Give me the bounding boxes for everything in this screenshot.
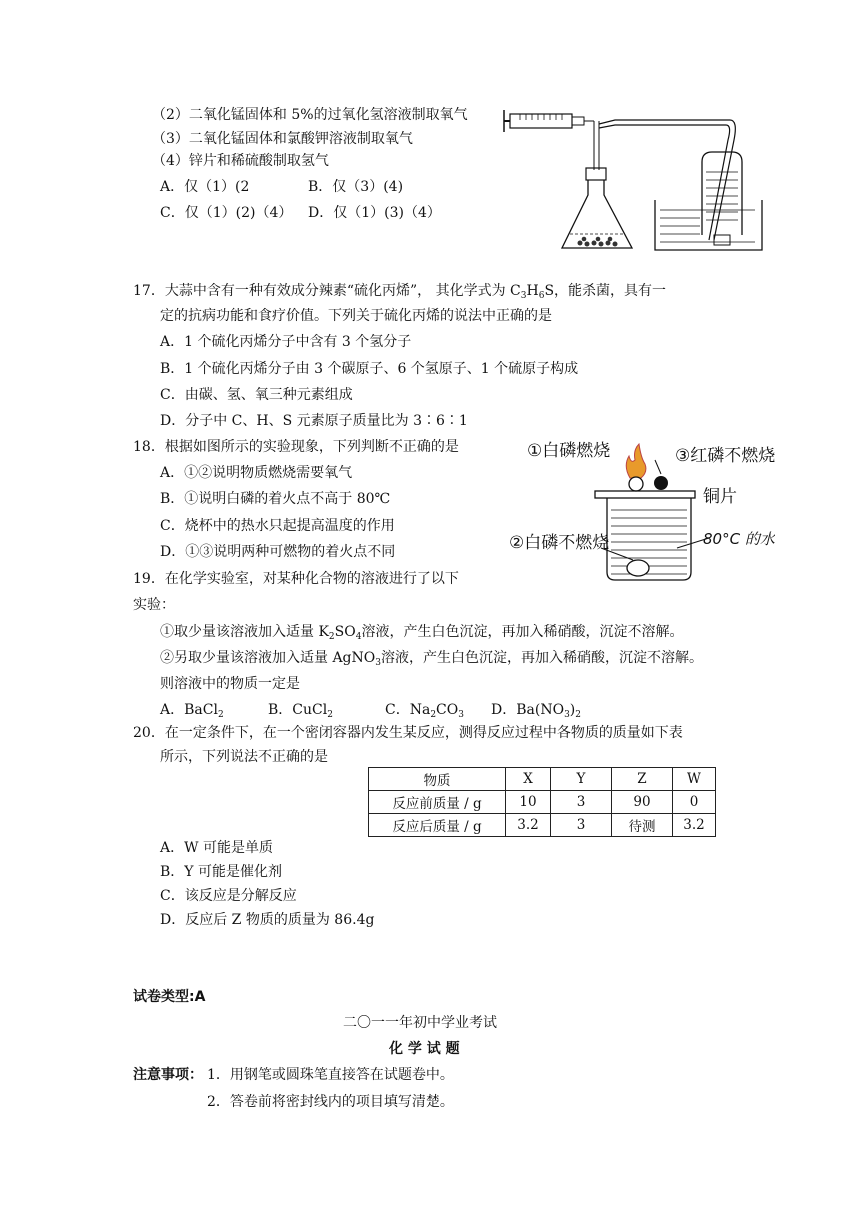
q19-conclusion: 则溶液中的物质一定是 [160, 676, 300, 692]
q17-option-d: D．分子中 C、H、S 元素原子质量比为 3∶6∶1 [160, 413, 468, 429]
gas-apparatus-figure [500, 100, 765, 260]
q20-option-a: A．W 可能是单质 [160, 840, 273, 856]
mass-table [368, 767, 716, 837]
combustion-experiment-figure [505, 430, 775, 595]
q19-step-2: ②另取少量该溶液加入适量 AgNO$_3$溶液，产生白色沉淀，再加入稀硝酸，沉淀不溶解。 [160, 650, 703, 668]
q17-option-a: A．1 个硫化丙烯分子中含有 3 个氢分子 [160, 334, 412, 350]
label-white-phosphorus-not-burning: ②白磷不燃烧 [509, 533, 610, 553]
table-cell: Y [551, 768, 612, 791]
label-white-phosphorus-burning: ①白磷燃烧 [527, 441, 611, 461]
table-cell: X [506, 768, 551, 791]
q19-stem-line1: 19．在化学实验室，对某种化合物的溶液进行了以下 [133, 571, 459, 587]
q18-option-d: D．①③说明两种可燃物的着火点不同 [160, 544, 396, 560]
q16-option-2: （2）二氧化锰固体和 5%的过氧化氢溶液制取氧气 [152, 107, 468, 123]
q17-option-b: B．1 个硫化丙烯分子由 3 个碳原子、6 个氢原子、1 个硫原子构成 [160, 361, 579, 377]
q20-option-c: C．该反应是分解反应 [160, 888, 297, 904]
label-copper-sheet: 铜片 [703, 487, 737, 507]
q19-option-b: B．CuCl$_2$ [268, 702, 333, 720]
q16-choice-d: D．仅（1）(3)（4） [308, 205, 441, 221]
table-cell: 反应前质量 / g [369, 791, 506, 814]
q17-stem-line1: 17．大蒜中含有一种有效成分辣素“硫化丙烯”， 其化学式为 $C_3H_6S$，能杀菌，具有一 [133, 283, 667, 301]
table-cell: 3.2 [673, 814, 716, 837]
q18-option-a: A．①②说明物质燃烧需要氧气 [160, 465, 353, 481]
notes-item-1: 1．用钢笔或圆珠笔直接答在试题卷中。 [207, 1067, 454, 1083]
q20-option-b: B．Y 可能是催化剂 [160, 864, 282, 880]
table-cell: Z [612, 768, 673, 791]
q18-option-b: B．①说明白磷的着火点不高于 80℃ [160, 491, 391, 507]
label-hot-water: 80°C 的水 [703, 530, 775, 548]
paper-type-label: 试卷类型:A [133, 989, 206, 1005]
q20-option-d: D．反应后 Z 物质的质量为 86.4g [160, 912, 375, 928]
table-cell: 反应后质量 / g [369, 814, 506, 837]
q16-choice-b: B．仅（3）(4) [308, 179, 404, 195]
q19-option-c: C．$Na_2CO_3$ [385, 702, 464, 720]
table-cell: W [673, 768, 716, 791]
q19-stem-line2: 实验： [133, 597, 175, 613]
q16-choice-a: A．仅（1）(2 [160, 179, 250, 195]
q16-option-4: （4）锌片和稀硫酸制取氢气 [152, 153, 329, 169]
notes-item-2: 2．答卷前将密封线内的项目填写清楚。 [207, 1094, 454, 1110]
q17-option-c: C．由碳、氢、氧三种元素组成 [160, 387, 353, 403]
table-row [369, 791, 716, 814]
label-red-phosphorus-not-burning: ③红磷不燃烧 [675, 446, 775, 466]
subject-title: 化 学 试 题 [389, 1041, 460, 1057]
table-cell: 3 [551, 814, 612, 837]
q19-option-d: D．$Ba(NO_3)_2$ [491, 702, 581, 720]
notes-label: 注意事项： [133, 1067, 203, 1083]
q19-step-1: ①取少量该溶液加入适量 $K_2SO_4$溶液，产生白色沉淀，再加入稀硝酸，沉淀不溶解。 [160, 624, 684, 642]
q17-stem-line2: 定的抗病功能和食疗价值。下列关于硫化丙烯的说法中正确的是 [160, 308, 552, 324]
table-row [369, 814, 716, 837]
table-cell: 10 [506, 791, 551, 814]
q18-option-c: C．烧杯中的热水只起提高温度的作用 [160, 518, 395, 534]
table-cell: 3 [551, 791, 612, 814]
q19-option-a: A．BaCl$_2$ [160, 702, 224, 720]
table-cell: 90 [612, 791, 673, 814]
q16-choice-c: C．仅（1）(2)（4） [160, 205, 293, 221]
table-cell: 待测 [612, 814, 673, 837]
table-cell: 3.2 [506, 814, 551, 837]
q20-stem-line1: 20．在一定条件下，在一个密闭容器内发生某反应，测得反应过程中各物质的质量如下表 [133, 725, 683, 741]
q16-option-3: （3）二氧化锰固体和氯酸钾溶液制取氧气 [152, 131, 413, 147]
table-cell: 物质 [369, 768, 506, 791]
table-cell: 0 [673, 791, 716, 814]
q20-stem-line2: 所示，下列说法不正确的是 [160, 749, 328, 765]
exam-title: 二〇一一年初中学业考试 [343, 1015, 497, 1031]
q18-stem: 18．根据如图所示的实验现象，下列判断不正确的是 [133, 439, 459, 455]
table-header-row [369, 768, 716, 791]
